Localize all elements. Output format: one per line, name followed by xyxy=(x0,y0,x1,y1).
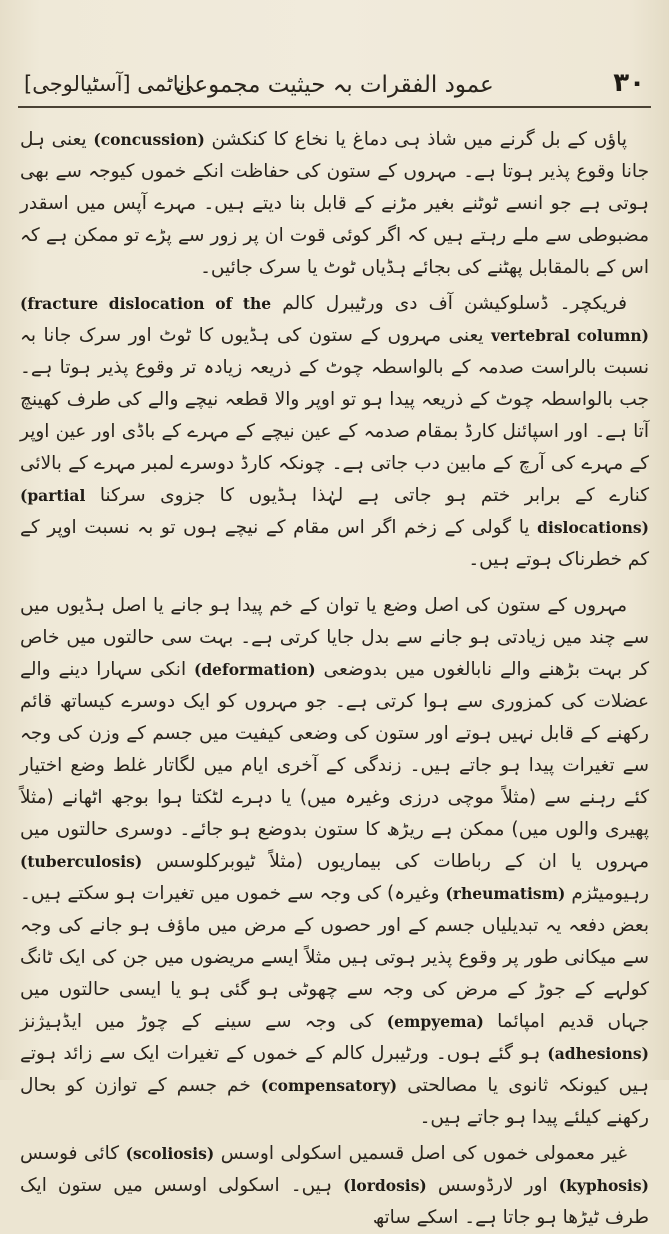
english-term: (compensatory) xyxy=(260,1076,398,1095)
paragraph-abnormal-curves xyxy=(20,1138,649,1234)
text-segment: اور لارڈوسس xyxy=(426,1175,559,1196)
paragraph-fracture-dislocation xyxy=(20,288,649,576)
english-term: (scoliosis) xyxy=(125,1144,215,1163)
text-segment: خم جسم کے توازن کو بحال رکھنے کیلئے پیدا ہو جاتے ہیں۔ xyxy=(20,1075,649,1128)
english-term: (kyphosis) xyxy=(558,1176,649,1195)
text-segment: غیر معمولی خموں کی اصل قسمیں اسکولی اوسس xyxy=(214,1143,627,1164)
text-segment: وغیرہ) کی وجہ سے خموں میں تغیرات ہو سکتے ہیں۔ بعض دفعہ یہ تبدیلیاں جسم کے اور حصوں کے مرض میں ماؤف ہو جانے کی وجہ سے میکانی طور پر وقوع پذیر ہوتی ہیں مثلاً ایسے مریضوں میں جن کی ایک ٹانگ کولہے کے جوڑ کے مرض کی وجہ سے چھوٹی ہو گئی ہو یا ایسی حالتوں میں جہاں قدیم امپائما xyxy=(20,883,650,1032)
text-segment: یعنی مہروں کے ستون کی ہڈیوں کا ٹوٹ اور سرک جانا بہ نسبت بالراست صدمہ کے بالواسطہ چوٹ کے ذریعہ زیادہ تر وقوع پذیر ہوتا ہے۔ جب بالواسطہ چوٹ کے ذریعہ پیدا ہو تو اوپر والا قطعہ نیچے والے کی طرف کھینچ آتا ہے۔ اور اسپائنل کارڈ بمقام صدمہ کے عین نیچے کے مہرے کے باڈی اور عین اوپر کے مہرے کی آرچ کے مابین دب جاتی ہے۔ چونکہ کارڈ دوسرے لمبر مہرے کے بالائی کنارے کے برابر ختم ہو جاتی ہے لہٰذا ہڈیوں کا جزوی سرکنا xyxy=(20,325,649,506)
text-segment: کی وجہ سے سینے کے چوڑ میں ایڈہیژنز xyxy=(20,1011,387,1032)
english-term: (empyema) xyxy=(386,1012,484,1031)
paragraph-deformation xyxy=(20,590,649,1134)
paragraph-concussion xyxy=(20,124,649,284)
section-subject: اناٹمی [آسٹیالوجی] xyxy=(24,72,191,96)
text-segment: مہروں کے ستون کی اصل وضع یا توان کے خم پیدا ہو جانے یا اصل ہڈیوں میں سے چند میں زیادتی ہو جانے سے بدل جایا کرتی ہے۔ بہت سی حالتوں میں خاص کر بہت بڑھنے والے نابالغوں میں بدوضعی xyxy=(20,595,649,680)
english-term: (deformation) xyxy=(194,660,316,679)
text-segment: رہیومیٹزم xyxy=(565,883,649,904)
english-term: (concussion) xyxy=(93,130,205,149)
text-segment: فریکچر۔ ڈسلوکیشن آف دی ورٹیبرل کالم xyxy=(271,293,627,314)
text-segment: یعنی ہل جانا وقوع پذیر ہوتا ہے۔ مہروں کے ستون کی حفاظت انکے خموں کیوجہ سے بھی ہوتی ہے جو انسے ٹوٹنے بغیر مڑنے کے قابل بنا دیتے ہیں۔ مہرے آپس میں اسقدر مضبوطی سے ملے رہتے ہیں کہ اگر کوئی قوت ان پر زور سے پڑے تو ممکن ہے کہ اس کے بالمقابل پھٹنے کی بجائے ہڈیاں ٹوٹ یا سرک جائیں۔ xyxy=(20,129,649,278)
text-segment: انکی سہارا دینے والے عضلات کی کمزوری سے ہوا کرتی ہے۔ جو مہروں کو ایک دوسرے کیساتھ قائم رکھنے کے قابل نہیں ہوتے اور ستون کی وضعی کیفیت میں جسم کے وزن کی وجہ سے تغیرات پیدا ہو جاتے ہیں۔ زندگی کے آخری ایام میں لگاتار غلط وضع اختیار کئے رہنے سے (مثلاً موچی درزی وغیرہ میں) یا دہرے لٹکتا ہوا بوجھ اٹھانے (مثلاً پھیری والوں میں) ممکن ہے ریڑھ کا ستون بدوضع ہو جائے۔ دوسری حالتوں میں مہروں یا ان کے رباطات کی بیماریوں (مثلاً ٹیوبرکلوسس xyxy=(20,659,649,872)
text-segment: یا گولی کے زخم اگر اس مقام کے نیچے ہوں تو بہ نسبت اوپر کے کم خطرناک ہوتے ہیں۔ xyxy=(20,517,649,570)
english-term: (lordosis) xyxy=(343,1176,427,1195)
text-segment: ہیں۔ اسکولی اوسس میں ستون ایک طرف ٹیڑھا ہو جاتا ہے۔ اسکے ساتھ xyxy=(20,1175,649,1228)
english-term: (tuberculosis) xyxy=(20,852,143,871)
english-term: (partial dislocations) xyxy=(20,486,649,537)
text-segment: کائی فوسس xyxy=(20,1143,126,1164)
text-segment: ہو گئے ہوں۔ ورٹیبرل کالم کے خموں کے تغیرات ایک سے زائد ہوتے ہیں کیونکہ ثانوی یا مصالحتی xyxy=(20,1043,649,1096)
running-title: عمود الفقرات بہ حیثیت مجموعی xyxy=(175,72,494,98)
page-number: ۳۰ xyxy=(613,68,645,98)
page-body xyxy=(20,124,649,1234)
english-term: (fracture dislocation of the vertebral column) xyxy=(20,294,649,345)
text-segment: پاؤں کے بل گرنے میں شاذ ہی دماغ یا نخاع کا کنکشن xyxy=(204,129,627,150)
english-term: (adhesions) xyxy=(547,1044,649,1063)
english-term: (rheumatism) xyxy=(445,884,566,903)
page-header xyxy=(18,66,651,108)
